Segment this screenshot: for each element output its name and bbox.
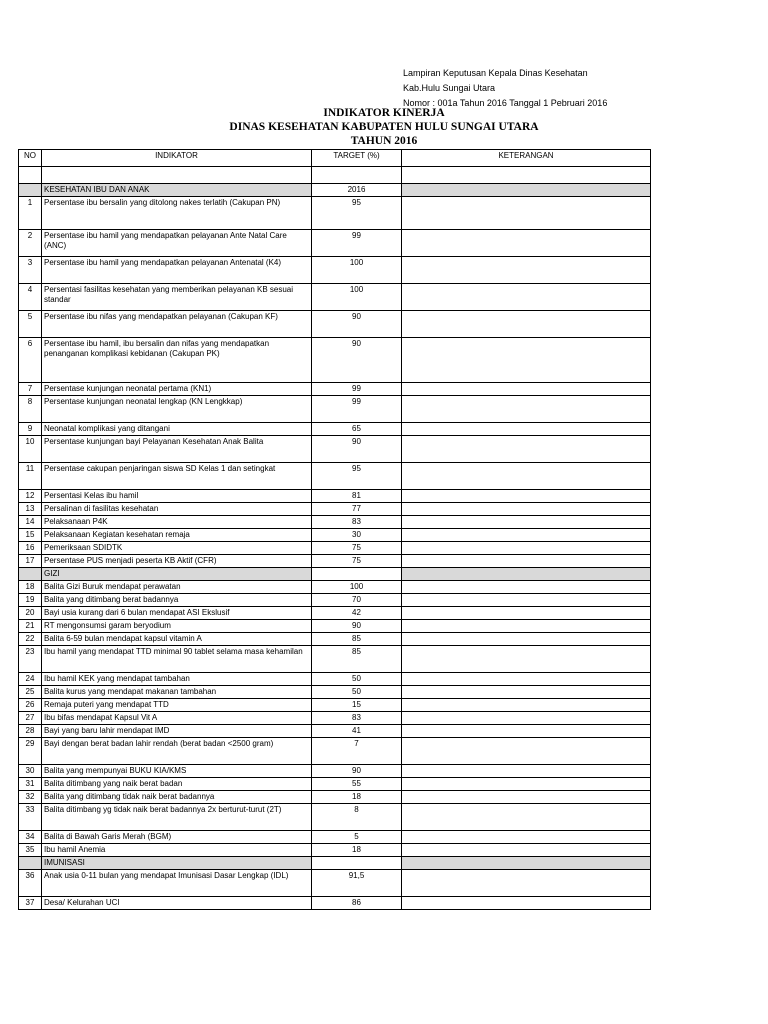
indicator-text: Balita 6-59 bulan mendapat kapsul vitamin A [42,633,312,646]
section-year: 2016 [312,184,402,197]
section-keterangan-cell [402,857,651,870]
indicator-text: Persentase ibu hamil, ibu bersalin dan nifas yang mendapatkan penanganan komplikasi kebidanan (Cakupan PK) [42,338,312,383]
column-header-indikator: INDIKATOR [42,150,312,167]
row-number: 14 [19,516,42,529]
target-value: 95 [312,197,402,230]
section-name: KESEHATAN IBU DAN ANAK [42,184,312,197]
indicator-text: Balita yang ditimbang berat badannya [42,594,312,607]
target-value: 90 [312,311,402,338]
table-row [19,284,651,311]
target-value: 99 [312,383,402,396]
decree-line-1: Lampiran Keputusan Kepala Dinas Kesehatan [403,68,588,78]
keterangan-cell [402,396,651,423]
row-number: 4 [19,284,42,311]
row-number: 18 [19,581,42,594]
indicator-text: Ibu hamil Anemia [42,844,312,857]
indicator-text: Balita yang mempunyai BUKU KIA/KMS [42,765,312,778]
row-number: 37 [19,897,42,910]
table-row [19,725,651,738]
row-number: 23 [19,646,42,673]
document-subtitle: DINAS KESEHATAN KABUPATEN HULU SUNGAI UTARA [229,121,539,133]
section-name: GIZI [42,568,312,581]
indicator-text: Persentase ibu hamil yang mendapatkan pelayanan Ante Natal Care (ANC) [42,230,312,257]
target-value: 50 [312,673,402,686]
keterangan-cell [402,463,651,490]
row-number: 32 [19,791,42,804]
target-value: 85 [312,646,402,673]
keterangan-cell [402,503,651,516]
indicator-text: Balita kurus yang mendapat makanan tambahan [42,686,312,699]
keterangan-cell [402,257,651,284]
keterangan-cell [402,230,651,257]
section-row [19,184,651,197]
target-value: 65 [312,423,402,436]
target-value: 86 [312,897,402,910]
keterangan-cell [402,791,651,804]
target-value: 75 [312,555,402,568]
row-number: 11 [19,463,42,490]
indicator-text: Ibu hamil yang mendapat TTD minimal 90 tablet selama masa kehamilan [42,646,312,673]
keterangan-cell [402,673,651,686]
table-row [19,383,651,396]
indicator-text: Persentase kunjungan neonatal pertama (KN1) [42,383,312,396]
indicator-text: Persentase ibu bersalin yang ditolong nakes terlatih (Cakupan PN) [42,197,312,230]
table-row [19,699,651,712]
table-row [19,607,651,620]
keterangan-cell [402,844,651,857]
table-row [19,555,651,568]
indicator-text: Desa/ Kelurahan UCI [42,897,312,910]
target-value: 83 [312,712,402,725]
column-header-keterangan: KETERANGAN [402,150,651,167]
keterangan-cell [402,490,651,503]
indicator-text: RT mengonsumsi garam beryodium [42,620,312,633]
decree-line-2: Kab.Hulu Sungai Utara [403,83,496,93]
keterangan-cell [402,738,651,765]
row-number: 36 [19,870,42,897]
keterangan-cell [402,197,651,230]
target-value: 42 [312,607,402,620]
row-number: 15 [19,529,42,542]
target-value: 18 [312,791,402,804]
target-value: 91,5 [312,870,402,897]
column-header-target: TARGET (%) [312,150,402,167]
target-value: 95 [312,463,402,490]
indicator-text: Pelaksanaan Kegiatan kesehatan remaja [42,529,312,542]
section-year [312,857,402,870]
target-value: 41 [312,725,402,738]
indicator-text: Persalinan di fasilitas kesehatan [42,503,312,516]
indicator-text: Persentase kunjungan bayi Pelayanan Kesehatan Anak Balita [42,436,312,463]
row-number: 17 [19,555,42,568]
row-number: 25 [19,686,42,699]
target-value: 50 [312,686,402,699]
target-value: 18 [312,844,402,857]
section-keterangan-cell [402,568,651,581]
indicator-text: Persentasi fasilitas kesehatan yang memberikan pelayanan KB sesuai standar [42,284,312,311]
table-row [19,503,651,516]
table-row [19,738,651,765]
row-number: 26 [19,699,42,712]
keterangan-cell [402,529,651,542]
table-row [19,778,651,791]
keterangan-cell [402,542,651,555]
keterangan-cell [402,646,651,673]
table-row [19,490,651,503]
indicator-text: Neonatal komplikasi yang ditangani [42,423,312,436]
row-number: 30 [19,765,42,778]
keterangan-cell [402,765,651,778]
target-value: 100 [312,581,402,594]
empty-cell [42,167,312,184]
keterangan-cell [402,581,651,594]
table-row [19,396,651,423]
table-row [19,581,651,594]
keterangan-cell [402,870,651,897]
target-value: 7 [312,738,402,765]
row-number: 7 [19,383,42,396]
table-row [19,897,651,910]
target-value: 90 [312,765,402,778]
empty-cell [402,167,651,184]
table-row [19,338,651,383]
table-body [19,167,651,910]
keterangan-cell [402,699,651,712]
table-header-row [19,150,651,167]
row-number: 20 [19,607,42,620]
indicator-text: Balita di Bawah Garis Merah (BGM) [42,831,312,844]
section-year [312,568,402,581]
target-value: 100 [312,284,402,311]
keterangan-cell [402,284,651,311]
keterangan-cell [402,778,651,791]
table-row [19,423,651,436]
table-row [19,831,651,844]
row-number: 35 [19,844,42,857]
indicator-text: Persentase PUS menjadi peserta KB Aktif (CFR) [42,555,312,568]
keterangan-cell [402,423,651,436]
indicator-text: Pelaksanaan P4K [42,516,312,529]
target-value: 15 [312,699,402,712]
row-number: 28 [19,725,42,738]
indicator-text: Persentase ibu nifas yang mendapatkan pelayanan (Cakupan KF) [42,311,312,338]
row-number: 3 [19,257,42,284]
empty-cell [19,167,42,184]
table-row [19,463,651,490]
table-row [19,765,651,778]
indicator-text: Pemeriksaan SDIDTK [42,542,312,555]
row-number: 21 [19,620,42,633]
row-number: 34 [19,831,42,844]
table-row [19,686,651,699]
keterangan-cell [402,725,651,738]
row-number: 33 [19,804,42,831]
indicator-text: Bayi usia kurang dari 6 bulan mendapat ASI Ekslusif [42,607,312,620]
table-spacer-row [19,167,651,184]
table-row [19,804,651,831]
keterangan-cell [402,620,651,633]
target-value: 70 [312,594,402,607]
section-no-cell [19,568,42,581]
section-no-cell [19,184,42,197]
row-number: 13 [19,503,42,516]
row-number: 6 [19,338,42,383]
table-row [19,594,651,607]
row-number: 22 [19,633,42,646]
table-row [19,633,651,646]
keterangan-cell [402,712,651,725]
target-value: 77 [312,503,402,516]
target-value: 5 [312,831,402,844]
indicator-text: Ibu bifas mendapat Kapsul Vit A [42,712,312,725]
section-keterangan-cell [402,184,651,197]
target-value: 8 [312,804,402,831]
keterangan-cell [402,897,651,910]
keterangan-cell [402,555,651,568]
target-value: 55 [312,778,402,791]
table-row [19,311,651,338]
table-row [19,791,651,804]
row-number: 19 [19,594,42,607]
section-no-cell [19,857,42,870]
table-row [19,257,651,284]
target-value: 90 [312,436,402,463]
indicator-text: Anak usia 0-11 bulan yang mendapat Imunisasi Dasar Lengkap (IDL) [42,870,312,897]
table-row [19,870,651,897]
table-row [19,844,651,857]
row-number: 8 [19,396,42,423]
row-number: 24 [19,673,42,686]
table-row [19,646,651,673]
section-row [19,568,651,581]
row-number: 29 [19,738,42,765]
indicator-text: Remaja puteri yang mendapat TTD [42,699,312,712]
target-value: 99 [312,396,402,423]
indicator-text: Bayi yang baru lahir mendapat IMD [42,725,312,738]
keterangan-cell [402,633,651,646]
document-title: INDIKATOR KINERJA [323,107,445,119]
decree-reference [403,66,607,111]
table-row [19,529,651,542]
target-value: 81 [312,490,402,503]
table-row [19,197,651,230]
keterangan-cell [402,831,651,844]
table-row [19,620,651,633]
row-number: 1 [19,197,42,230]
section-name: IMUNISASI [42,857,312,870]
decree-line-3: Nomor : 001a Tahun 2016 Tanggal 1 Pebruari 2016 [403,98,608,108]
target-value: 90 [312,620,402,633]
target-value: 90 [312,338,402,383]
target-value: 30 [312,529,402,542]
empty-cell [312,167,402,184]
keterangan-cell [402,338,651,383]
target-value: 100 [312,257,402,284]
table-row [19,516,651,529]
table-row [19,542,651,555]
row-number: 27 [19,712,42,725]
indicator-text: Persentasi Kelas ibu hamil [42,490,312,503]
keterangan-cell [402,436,651,463]
keterangan-cell [402,804,651,831]
target-value: 99 [312,230,402,257]
keterangan-cell [402,383,651,396]
target-value: 85 [312,633,402,646]
indicator-text: Balita Gizi Buruk mendapat perawatan [42,581,312,594]
table-row [19,673,651,686]
column-header-no: NO [19,150,42,167]
indicator-table [18,149,651,910]
indicator-text: Persentase ibu hamil yang mendapatkan pelayanan Antenatal (K4) [42,257,312,284]
keterangan-cell [402,686,651,699]
row-number: 10 [19,436,42,463]
table-row [19,712,651,725]
keterangan-cell [402,311,651,338]
indicator-text: Balita ditimbang yang naik berat badan [42,778,312,791]
row-number: 2 [19,230,42,257]
section-row [19,857,651,870]
row-number: 12 [19,490,42,503]
indicator-text: Persentase kunjungan neonatal lengkap (KN Lengkkap) [42,396,312,423]
keterangan-cell [402,594,651,607]
row-number: 5 [19,311,42,338]
indicator-text: Persentase cakupan penjaringan siswa SD Kelas 1 dan setingkat [42,463,312,490]
indicator-text: Balita ditimbang yg tidak naik berat badannya 2x berturut-turut (2T) [42,804,312,831]
target-value: 83 [312,516,402,529]
keterangan-cell [402,607,651,620]
document-year: TAHUN 2016 [350,135,418,147]
row-number: 31 [19,778,42,791]
table-row [19,230,651,257]
keterangan-cell [402,516,651,529]
indicator-text: Balita yang ditimbang tidak naik berat badannya [42,791,312,804]
row-number: 16 [19,542,42,555]
row-number: 9 [19,423,42,436]
indicator-text: Bayi dengan berat badan lahir rendah (berat badan <2500 gram) [42,738,312,765]
indicator-text: Ibu hamil KEK yang mendapat tambahan [42,673,312,686]
table-row [19,436,651,463]
target-value: 75 [312,542,402,555]
